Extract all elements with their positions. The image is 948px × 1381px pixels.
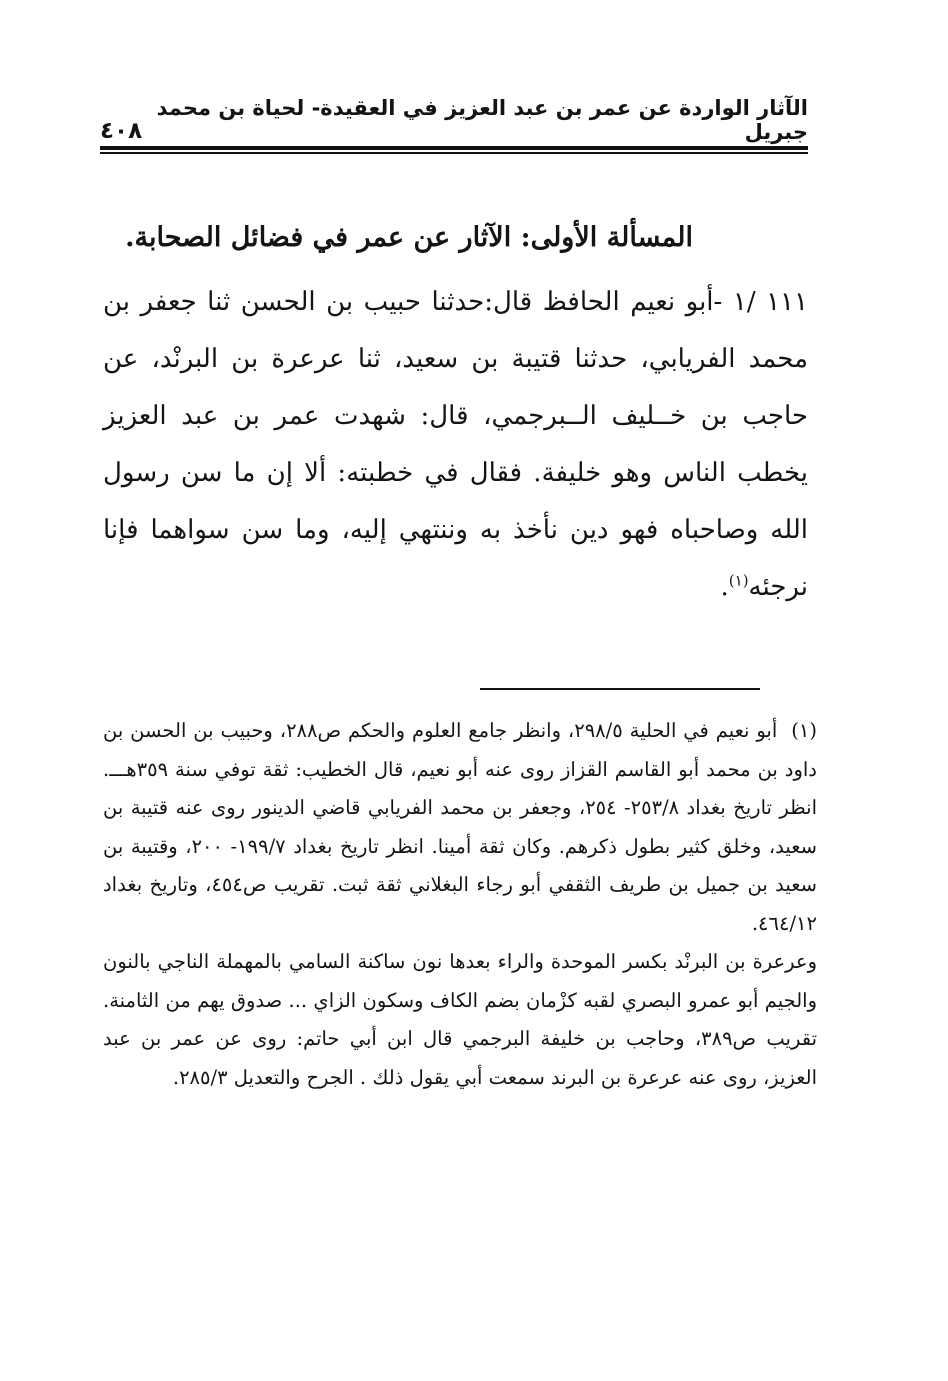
section-heading: المسألة الأولى: الآثار عن عمر في فضائل الصحابة. <box>125 222 693 253</box>
main-end-mark: . <box>720 572 729 602</box>
main-paragraph-text: ١١١ /١ -أبو نعيم الحافظ قال:حدثنا حبيب بن الحسن ثنا جعفر بن محمد الفريابي، حدثنا قتيبة بن سعيد، ثنا عرعرة بن البرنْد، عن حاجب بن خــليف الــبرجمي، قال: شهدت عمر بن عبد العزيز يخطب الناس وهو خليفة. فقال في خطبته: ألا إن ما سن رسول الله وصاحباه فهو دين نأخذ به وننتهي إليه، وما سن سواهما فإنا نرجئه <box>103 287 808 602</box>
footnote-text-1: أبو نعيم في الحلية ٢٩٨/٥، وانظر جامع العلوم والحكم ص٢٨٨، وحبيب بن الحسن بن داود بن محمد أبو القاسم القزاز روى عنه أبو نعيم، قال الخطيب: ثقة توفي سنة ٣٥٩هـــ. انظر تاريخ بغداد ٢٥٣/٨- ٢٥٤، وجعفر بن محمد الفريابي قاضي الدينور روى عنه قتيبة بن سعيد، وخلق كثير بطول ذكرهم. وكان ثقة أمينا. انظر تاريخ بغداد ١٩٩/٧- ٢٠٠، وقتيبة بن سعيد بن جميل بن طريف الثقفي أبو رجاء البغلاني ثقة ثبت. تقريب ص٤٥٤، وتاريخ بغداد ٤٦٤/١٢. <box>103 719 817 935</box>
footnote-paragraph-2: وعرعرة بن البرنْد بكسر الموحدة والراء بعدها نون ساكنة السامي بالمهملة الناجي بالنون والجيم أبو عمرو البصري لقبه كزْمان بضم الكاف وسكون الزاي ... صدوق يهم من الثامنة. تقريب ص٣٨٩، وحاجب بن خليفة البرجمي قال ابن أبي حاتم: روى عن عمر بن عبد العزيز، روى عنه عرعرة بن البرند سمعت أبي يقول ذلك . الجرح والتعديل ٢٨٥/٣. <box>103 950 817 1089</box>
footnote-paragraph-1 <box>103 712 817 943</box>
footnote-marker: (١) <box>791 719 817 742</box>
footnote-separator <box>480 688 760 690</box>
page-number: ٤٠٨ <box>100 118 143 144</box>
main-text <box>103 274 808 616</box>
running-title: الآثار الواردة عن عمر بن عبد العزيز في العقيدة- لحياة بن محمد جبريل <box>156 96 808 144</box>
header-rule-thick <box>100 146 808 150</box>
header-rule-thin <box>100 152 808 154</box>
page-header <box>100 96 808 144</box>
footnote-reference: (١) <box>728 571 749 590</box>
footnotes <box>103 712 817 1097</box>
main-paragraph <box>103 274 808 616</box>
